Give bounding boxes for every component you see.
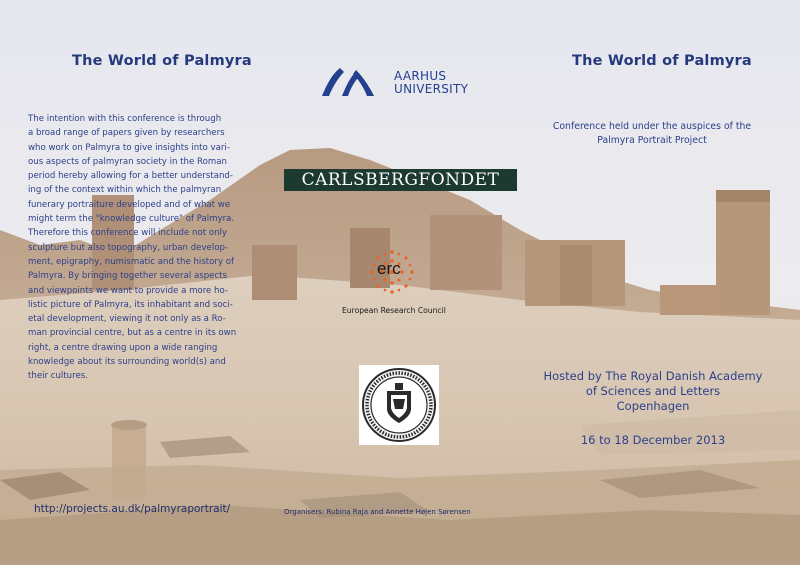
- host-info: [518, 369, 788, 414]
- university-label: UNIVERSITY: [394, 82, 469, 96]
- intro-line: man provincial centre, but as a centre in its own: [28, 328, 237, 339]
- intro-line: sculpture but also topography, urban develop-: [28, 242, 229, 253]
- aarhus-university-logo: [320, 66, 470, 100]
- host-line-1: Hosted by The Royal Danish Academy: [543, 369, 763, 383]
- subtitle-line-2: Palmyra Portrait Project: [597, 135, 707, 146]
- aarhus-university-logo-icon: [320, 66, 376, 98]
- intro-line: ment, epigraphy, numismatic and the history of: [28, 256, 235, 267]
- intro-line: listic picture of Palmyra, its inhabitant and soci-: [28, 299, 233, 310]
- organisers-text: Organisers: Rubina Raja and Annette Højen Sørensen: [284, 508, 471, 516]
- intro-line: Palmyra. By bringing together several aspects: [28, 271, 228, 282]
- intro-line: might term the "knowledge culture" of Palmyra.: [28, 214, 235, 225]
- royal-danish-academy-seal-icon: [359, 365, 439, 445]
- royal-danish-academy-seal: [359, 365, 439, 445]
- intro-line: etal development, viewing it not only as a Ro-: [28, 314, 226, 325]
- intro-line: ous aspects of palmyran society in the Roman: [28, 156, 227, 167]
- intro-line: knowledge about its surrounding world(s) and: [28, 357, 226, 368]
- intro-line: Therefore this conference will include not only: [28, 228, 228, 239]
- intro-line: period hereby allowing for a better understand-: [28, 171, 233, 182]
- intro-line: a broad range of papers given by researchers: [28, 128, 225, 139]
- right-title: The World of Palmyra: [572, 53, 752, 69]
- subtitle-line-1: Conference held under the auspices of the: [552, 121, 752, 132]
- intro-line: their cultures.: [28, 371, 88, 382]
- intro-line: who work on Palmyra to give insights into vari-: [28, 142, 230, 153]
- carlsbergfondet-logo: CARLSBERGFONDET: [284, 169, 517, 191]
- intro-line: right, a centre drawing upon a wide ranging: [28, 342, 218, 353]
- intro-line: and viewpoints we want to provide a more ho-: [28, 285, 229, 296]
- project-url-link[interactable]: http://projects.au.dk/palmyraportrait/: [34, 503, 231, 515]
- conference-intro-paragraph: [28, 112, 264, 384]
- left-title: The World of Palmyra: [72, 53, 252, 69]
- host-line-3: Copenhagen: [616, 399, 690, 413]
- host-line-2: of Sciences and Letters: [585, 384, 721, 398]
- conference-dates: 16 to 18 December 2013: [580, 433, 726, 447]
- intro-line: ing of the context within which the palmyran: [28, 185, 222, 196]
- intro-line: The intention with this conference is through: [28, 114, 222, 124]
- conference-subtitle: [527, 120, 777, 148]
- erc-wordmark: erc: [377, 259, 401, 278]
- erc-label: European Research Council: [342, 306, 446, 315]
- aarhus-label: AARHUS: [394, 69, 447, 83]
- erc-logo: [340, 246, 470, 318]
- intro-line: funerary portraiture developed and of what we: [28, 199, 231, 210]
